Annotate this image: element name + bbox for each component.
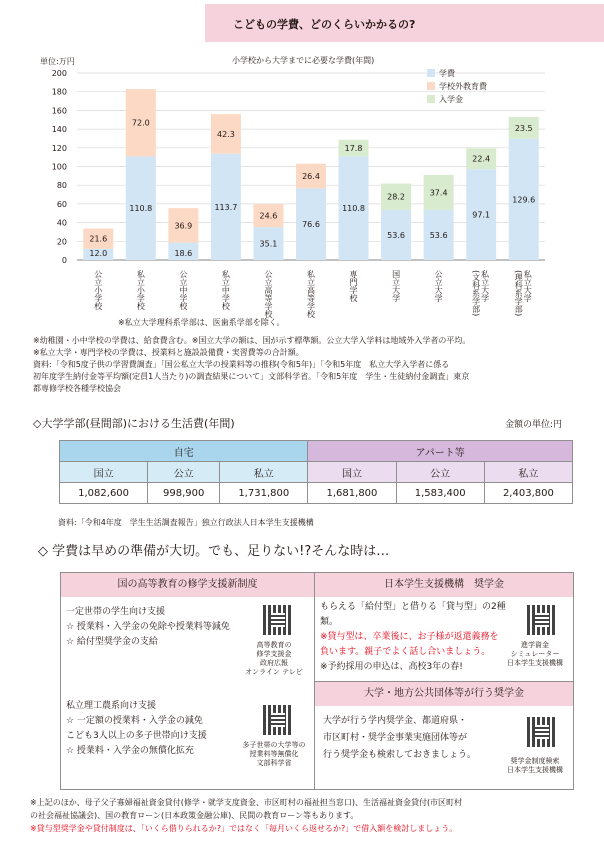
data-label: 12.0 — [89, 249, 108, 258]
caption-line: 奨学金制度検索 — [510, 757, 560, 765]
qr-code-icon[interactable] — [263, 605, 293, 635]
left-b-qr-caption — [229, 741, 319, 768]
data-label: 53.6 — [387, 230, 405, 240]
cost-cell: 1,583,400 — [396, 483, 484, 504]
data-label: 24.6 — [259, 211, 278, 221]
caption-line: 日本学生支援機構 — [507, 766, 563, 774]
caption-line: 文部科学省 — [256, 759, 292, 767]
data-label: 110.8 — [129, 204, 153, 214]
y-tick-label: 100 — [51, 162, 67, 172]
caption-line: 政府広報 — [260, 659, 288, 667]
left-a-qr-caption — [229, 641, 319, 677]
caption-line: オンライン テレビ — [245, 668, 303, 676]
col-header: 私立 — [220, 462, 308, 483]
right-b-qr-caption — [497, 757, 573, 775]
qr-code-icon[interactable] — [527, 717, 557, 747]
footer-line: ※上記のほか、母子父子寡婦福祉資金貸付(修学・就学支度資金、市区町村の福祉担当窓口)、生活福祉資金貸付(市区町村 — [30, 798, 463, 807]
x-tick-label: 公立中学校 — [178, 270, 188, 310]
data-label: 42.3 — [217, 129, 235, 139]
right-b-text — [323, 713, 503, 764]
page-title: こどもの学費、どのくらいかかるの? — [233, 18, 416, 31]
legend-swatch — [427, 69, 435, 77]
data-label: 23.5 — [514, 123, 533, 133]
data-label: 35.1 — [259, 239, 278, 249]
caption-line: 進学資金 — [521, 641, 549, 649]
apartment-header: アパート等 — [308, 441, 573, 462]
data-label: 26.4 — [302, 172, 320, 182]
chart-svg — [0, 60, 604, 320]
x-tick-label: 私立高等学校 — [306, 270, 316, 318]
living-cost-table — [59, 440, 573, 504]
left-a-line: 一定世帯の学生向け支援 — [66, 607, 166, 617]
x-tick-label: 専門学校 — [349, 270, 359, 302]
qr-code-icon[interactable] — [263, 705, 293, 735]
right-a-text — [320, 600, 510, 675]
data-label: 22.4 — [472, 154, 491, 164]
legend-label: 学費 — [439, 69, 455, 78]
right-a-line: もらえる「給付型」と借りる「貸与型」の2種類。 — [320, 602, 506, 627]
y-tick-label: 200 — [51, 69, 67, 78]
y-tick-label: 80 — [56, 181, 67, 191]
right-a-qr-caption — [497, 641, 573, 668]
left-a-line: ☆ 授業料・入学金の免除や授業料等減免 — [66, 622, 230, 632]
data-label: 113.7 — [214, 202, 238, 212]
col-header: 公立 — [148, 462, 220, 483]
data-label: 37.4 — [429, 188, 448, 198]
right-b-line: 市区町村・奨学金事業実施団体等が — [323, 733, 468, 743]
data-label: 21.6 — [89, 234, 108, 244]
note-line: 資料:「令和5度子供の学習費調査」「国公私立大学の授業料等の推移(令和5年)」「令和5年度 私立大学入学者に係る — [33, 360, 450, 369]
unit-label: 単位:万円 — [40, 57, 75, 66]
right2-title: 大学・地方公共団体等が行う奨学金 — [315, 681, 573, 706]
note-line: 初年度学生納付金等平均額(定員1人当たり)の調査結果について」文部科学省。「令和5年度 学生・生徒納付金調査」東京 — [33, 372, 470, 381]
legend-label: 学校外教育費 — [439, 82, 487, 91]
x-tick-label: 私立大学(理科系学部) — [514, 270, 533, 317]
caption-line: 高等教育の — [256, 641, 292, 649]
x-tick-label: 公立高等学校 — [263, 270, 273, 318]
right-title: 日本学生支援機構 奨学金 — [315, 573, 573, 597]
chart-note: ※私立大学理科系学部は、医歯系学部を除く。 — [118, 318, 285, 327]
cost-cell: 1,731,800 — [220, 483, 308, 504]
qr-code-icon[interactable] — [527, 605, 557, 635]
col-header: 私立 — [484, 462, 572, 483]
left-a-text — [66, 605, 230, 650]
left-b-line: こども3人以上の多子世帯向け支援 — [66, 731, 207, 741]
support-heading: ◇ 学費は早めの準備が大切。でも、足りない!?そんな時は… — [38, 544, 390, 559]
data-label: 97.1 — [472, 210, 491, 220]
footer — [30, 796, 462, 835]
left-a-line: ☆ 給付型奨学金の支給 — [66, 637, 158, 647]
legend-swatch — [427, 82, 435, 90]
x-tick-label: 私立中学校 — [221, 270, 231, 310]
col-header: 国立 — [60, 462, 148, 483]
title-bar — [205, 4, 604, 42]
note-line: 都専修学校各種学校協会 — [33, 384, 121, 393]
right-a-warning: ※貸与型は、卒業後に、お子様が返還義務を — [320, 632, 499, 642]
data-label: 76.6 — [302, 220, 320, 230]
left-b-line: ☆ 授業料・入学金の無償化拡充 — [66, 746, 194, 756]
chart-title: 小学校から大学までに必要な学費(年間) — [232, 56, 375, 65]
data-label: 18.6 — [174, 249, 193, 258]
data-label: 28.2 — [387, 192, 405, 202]
col-header: 公立 — [396, 462, 484, 483]
right-b-line: 大学が行う学内奨学金、都道府県・ — [323, 716, 468, 726]
left-title: 国の高等教育の修学支援新制度 — [61, 573, 314, 597]
x-tick-label: 公立小学校 — [93, 270, 103, 310]
note-line: ※幼稚園・小中学校の学費は、給食費含む。※国立大学の額は、国が示す標準額。公立大学入学料は地域外入学者の平均。 — [33, 336, 471, 345]
caption-line: 多子世帯の大学等の — [242, 741, 306, 749]
support-box — [60, 572, 574, 790]
cost-cell: 1,681,800 — [308, 483, 396, 504]
caption-line: シミュレーター — [510, 650, 560, 658]
left-b-line: ☆ 一定額の授業料・入学金の減免 — [66, 716, 203, 726]
x-tick-label: 私立大学(文科系学部) — [471, 270, 490, 317]
legend-label: 入学金 — [439, 95, 463, 104]
y-tick-label: 120 — [51, 143, 67, 153]
data-label: 36.9 — [174, 221, 193, 231]
x-tick-label: 公立大学 — [434, 270, 444, 302]
y-tick-label: 0 — [61, 256, 67, 265]
cost-cell: 2,403,800 — [484, 483, 572, 504]
y-tick-label: 40 — [56, 218, 67, 228]
x-tick-label: 私立小学校 — [136, 270, 146, 310]
left-b-line: 私立理工農系向け支援 — [66, 701, 157, 711]
x-tick-label: 国立大学 — [391, 270, 401, 302]
y-tick-label: 20 — [56, 237, 67, 247]
caption-line: 修学支援金 — [256, 650, 292, 658]
cost-cell: 1,082,600 — [60, 483, 148, 504]
y-tick-label: 180 — [51, 87, 67, 97]
right-a-line: ※予約採用の申込は、高校3年の春! — [320, 662, 463, 672]
y-tick-label: 160 — [51, 106, 67, 116]
caption-line: 授業料等無償化 — [249, 750, 299, 758]
right-a-warning: 負います。親子でよく話し合いましょう。 — [320, 647, 491, 657]
y-tick-label: 60 — [56, 199, 67, 209]
data-label: 129.6 — [512, 195, 536, 205]
right-b-line: 行う奨学金も検索しておきましょう。 — [323, 750, 477, 760]
living-unit: 金額の単位:円 — [505, 420, 563, 430]
data-label: 110.8 — [342, 204, 365, 214]
cost-cell: 998,900 — [148, 483, 220, 504]
col-header: 国立 — [308, 462, 396, 483]
y-tick-label: 140 — [51, 125, 67, 135]
living-source: 資料:「令和4年度 学生生活調査報告」独立行政法人日本学生支援機構 — [58, 518, 314, 527]
data-label: 17.8 — [344, 144, 363, 154]
home-header: 自宅 — [60, 441, 308, 462]
note-line: ※私立大学・専門学校の学費は、授業料と施設設備費・実習費等の合計額。 — [33, 348, 304, 357]
footer-line: の社会福祉協議会)、国の教育ローン(日本政策金融公庫)、民間の教育ローン等もあります。 — [30, 811, 359, 820]
data-label: 72.0 — [131, 118, 150, 128]
notes — [33, 335, 470, 395]
legend-swatch — [427, 95, 435, 103]
data-label: 53.6 — [429, 230, 448, 240]
caption-line: 日本学生支援機構 — [507, 659, 563, 667]
footer-warning: ※貸与型奨学金や貸付制度は、「いくら借りられるか?」ではなく「毎月いくら返せるか?」で借入額を検討しましょう。 — [30, 824, 458, 833]
living-heading: ◇大学学部(昼間部)における生活費(年間) — [33, 417, 235, 430]
left-b-text — [66, 699, 207, 759]
